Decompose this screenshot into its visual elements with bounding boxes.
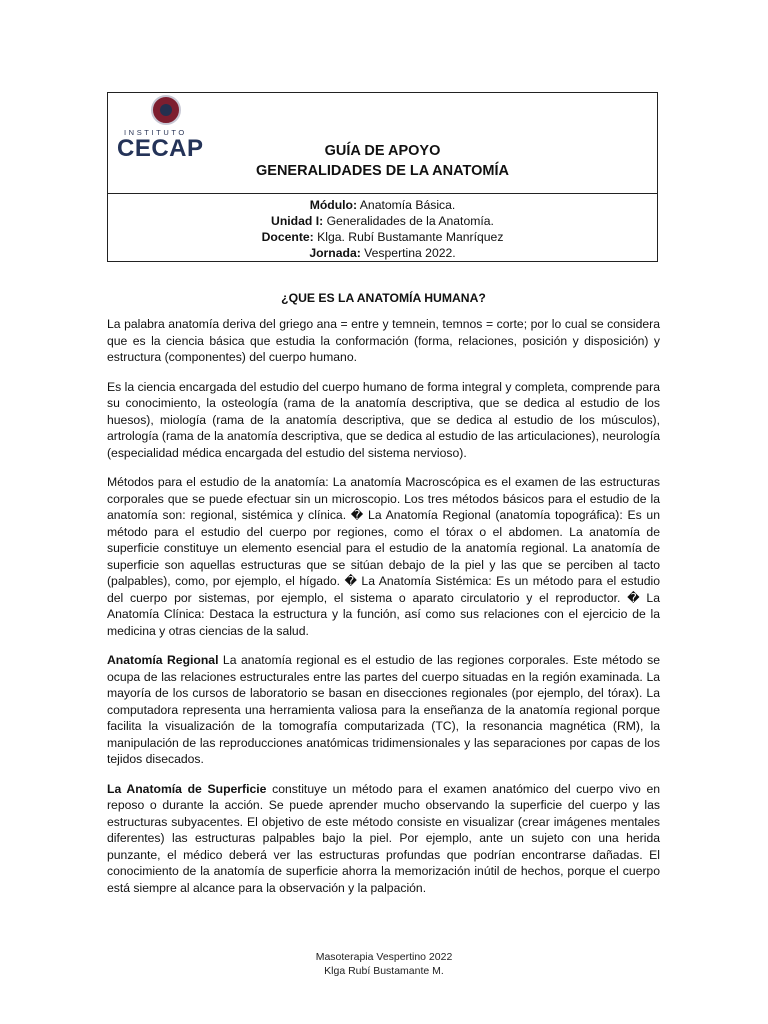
docente-row	[108, 229, 657, 245]
modulo-row	[108, 197, 657, 213]
paragraph-5-term: La Anatomía de Superficie	[107, 781, 267, 796]
unidad-label: Unidad I:	[271, 214, 324, 228]
paragraph-4	[107, 652, 660, 768]
jornada-label: Jornada:	[309, 246, 361, 260]
logo-big-text: CECAP	[117, 135, 204, 162]
emblem-icon	[151, 95, 181, 125]
logo-small-text: INSTITUTO	[124, 128, 187, 137]
header-box	[107, 92, 658, 262]
title-line-2: GENERALIDADES DE LA ANATOMÍA	[256, 163, 509, 179]
docente-value: Klga. Rubí Bustamante Manríquez	[313, 230, 504, 244]
document-body	[107, 290, 660, 909]
title-line-1: GUÍA DE APOYO	[324, 143, 441, 159]
paragraph-2: Es la ciencia encargada del estudio del cuerpo humano de forma integral y completa, comprende para su conocimiento, la osteología (rama de la anatomía descriptiva, que se dedica al estudio de los huesos), miología (rama de la anatomía descriptiva, que se dedica al estudio de los músculos), artrología (rama de la anatomía descriptiva, que se dedica al estudio de las articulaciones), neurología (especialidad médica encargada del estudio del sistema nervioso).	[107, 379, 660, 460]
jornada-value: Vespertina 2022.	[360, 246, 456, 260]
page-footer	[0, 950, 768, 978]
unidad-row	[108, 213, 657, 229]
footer-line-1: Masoterapia Vespertino 2022	[315, 951, 453, 963]
paragraph-1: La palabra anatomía deriva del griego ana = entre y temnein, temnos = corte; por lo cual se considera que es la ciencia básica que estudia la conformación (forma, relaciones, posición y disposición) y estructura (componentes) del cuerpo humano.	[107, 317, 660, 364]
modulo-label: Módulo:	[309, 198, 358, 212]
section-heading: ¿QUE ES LA ANATOMÍA HUMANA?	[281, 291, 486, 305]
modulo-value: Anatomía Básica.	[357, 198, 456, 212]
footer-line-2: Klga Rubí Bustamante M.	[324, 965, 444, 977]
docente-label: Docente:	[261, 230, 314, 244]
jornada-row	[108, 245, 657, 261]
paragraph-5-text: constituye un método para el examen anatómico del cuerpo vivo en reposo o durante la acción. Se puede aprender mucho observando la superficie del cuerpo y las estructuras subyacentes. El objetivo de este método consiste en visualizar (crear imágenes mentales diferentes) las estructuras palpables bajo la piel. Por ejemplo, ante un sujeto con una herida punzante, el médico deberá ver las estructuras profundas que podrían encontrarse dañadas. El conocimiento de la anatomía de superficie ahorra la memorización inútil de hechos, porque el cuerpo está siempre al alcance para la observación y la palpación.	[107, 781, 660, 895]
paragraph-4-text: La anatomía regional es el estudio de las regiones corporales. Este método se ocupa de las relaciones estructurales entre las partes del cuerpo situadas en la región examinada. La mayoría de los cursos de laboratorio se basan en disecciones regionales (por ejemplo, del tórax). La computadora representa una herramienta valiosa para la enseñanza de la anatomía regional porque facilita la visualización de la tomografía computarizada (TC), la resonancia magnética (RM), la manipulación de las reproducciones anatómicas tridimensionales y las separaciones por capas de los tejidos disecados.	[107, 653, 660, 766]
header-info	[108, 194, 657, 261]
paragraph-4-term: Anatomía Regional	[107, 653, 219, 667]
paragraph-3: Métodos para el estudio de la anatomía: La anatomía Macroscópica es el examen de las estructuras corporales que se puede efectuar sin un microscopio. Los tres métodos básicos para el estudio de la anatomía son: regional, sistémica y clínica. � La Anatomía Regional (anatomía topográfica): Es un método para el estudio del cuerpo por regiones, como el tórax o el abdomen. La anatomía de superficie constituye un elemento esencial para el estudio de la anatomía regional. La anatomía de superficie son aquellas estructuras que se sitúan debajo de la piel y las que se perciben al tacto (palpables), como, por ejemplo, el hígado. � La Anatomía Sistémica: Es un método para el estudio del cuerpo por sistemas, por ejemplo, el sistema o aparato circulatorio y el reproductor. � La Anatomía Clínica: Destaca la estructura y la función, así como sus relaciones con el ejercicio de la medicina y otras ciencias de la salud.	[107, 475, 660, 638]
paragraph-5	[107, 781, 660, 897]
header-title-row	[108, 93, 657, 194]
document-title	[108, 141, 657, 181]
unidad-value: Generalidades de la Anatomía.	[323, 214, 494, 228]
